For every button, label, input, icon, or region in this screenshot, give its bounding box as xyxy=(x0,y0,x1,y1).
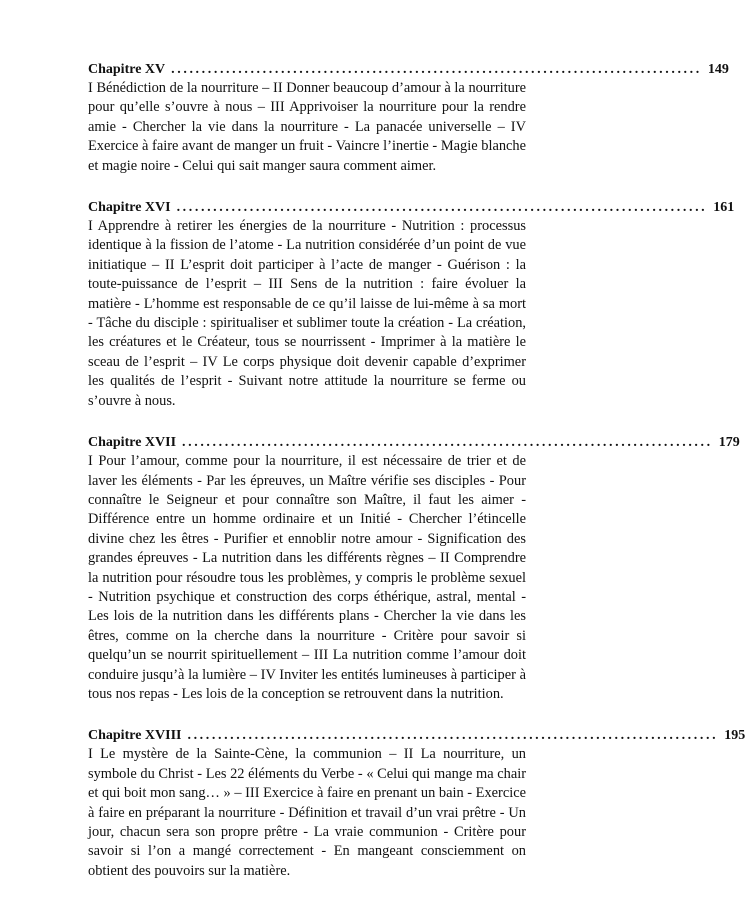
chapter-summary: I Le mystère de la Sainte-Cène, la communion – II La nourriture, un symbole du Christ - Les 22 éléments du Verbe - « Celui qui mange ma chair et qui boit mon sang… » – III Exercice à faire en prenant un bain - Exercice à faire en préparant la nourriture - Définition et travail d’un vrai prêtre - Un jour, chacun sera son propre prêtre - La vraie communion - Critère pour savoir si l’on a mangé correctement - En mangeant consciemment on obtient des pouvoirs sur la matière. xyxy=(88,746,526,879)
chapter-title: Chapitre XVII xyxy=(88,435,177,451)
chapter-summary: I Apprendre à retirer les énergies de la nourriture - Nutrition : processus identique à la fission de l’atome - La nutrition considérée d’un point de vue initiatique – II L’esprit doit participer à l’acte de manger - Guérison : la toute-puissance de l’esprit – III Sens de la nutrition : faire évoluer la matière - L’homme est responsable de ce qu’il laisse de lui-même à sa mort - Tâche du disciple : spiritualiser et sublimer toute la création - La création, les créatures et le Créateur, tous se nourrissent - Imprimer à la matière le sceau de l’esprit – IV Le corps physique doit devenir capable d’exprimer les qualités de l’esprit - Suivant notre attitude la nourriture se ferme ou s’ouvre à nous. xyxy=(88,218,526,409)
chapter-page-number: 161 xyxy=(713,200,735,216)
dot-leader: ....................................................................................... xyxy=(176,200,708,216)
chapter-heading xyxy=(88,198,735,217)
table-of-contents xyxy=(88,60,745,903)
chapter-title: Chapitre XVIII xyxy=(88,728,182,744)
dot-leader: ....................................................................................... xyxy=(182,435,713,451)
chapter-entry-xvii xyxy=(88,433,740,704)
chapter-summary: I Pour l’amour, comme pour la nourriture, il est nécessaire de trier et de laver les éléments - Par les épreuves, un Maître vérifie ses disciples - Pour connaître le Seigneur et pour connaître son Maître, il faut les aimer - Différence entre un homme ordinaire et un Initié - Chercher l’étincelle divine chez les êtres - Purifier et ennoblir notre amour - Signification des grandes épreuves - La nutrition dans les différents règnes – II Comprendre la nutrition pour résoudre tous les problèmes, y compris le problème sexuel - Nutrition psychique et construction des corps éthérique, astral, mental - Les lois de la nutrition dans les différents plans - Chercher la vie dans les êtres, comme on la cherche dans la nourriture - Critère pour savoir si quelqu’un se nourrit spirituellement – III La nutrition comme l’amour doit conduire jusqu’à la lumière – IV Inviter les entités lumineuses à participer à tous nos repas - Les lois de la conception se retrouvent dans la nutrition. xyxy=(88,453,526,702)
chapter-summary: I Bénédiction de la nourriture – II Donner beaucoup d’amour à la nourriture pour qu’elle s’ouvre à nous – III Apprivoiser la nourriture pour la rendre amie - Chercher la vie dans la nourriture - La panacée universelle – IV Exercice à faire avant de manger un fruit - Vaincre l’inertie - Magie blanche et magie noire - Celui qui sait manger saura comment aimer. xyxy=(88,80,526,174)
chapter-entry-xvi xyxy=(88,198,735,411)
chapter-page-number: 149 xyxy=(707,62,729,77)
dot-leader: ....................................................................................... xyxy=(171,62,702,77)
chapter-heading xyxy=(88,60,729,79)
chapter-heading xyxy=(88,433,740,452)
chapter-page-number: 195 xyxy=(724,728,745,744)
chapter-title: Chapitre XV xyxy=(88,62,166,77)
dot-leader: ....................................................................................... xyxy=(187,728,719,744)
chapter-page-number: 179 xyxy=(718,435,740,451)
chapter-entry-xv xyxy=(88,60,729,176)
chapter-heading xyxy=(88,726,745,745)
chapter-title: Chapitre XVI xyxy=(88,200,171,216)
chapter-entry-xviii xyxy=(88,726,745,881)
